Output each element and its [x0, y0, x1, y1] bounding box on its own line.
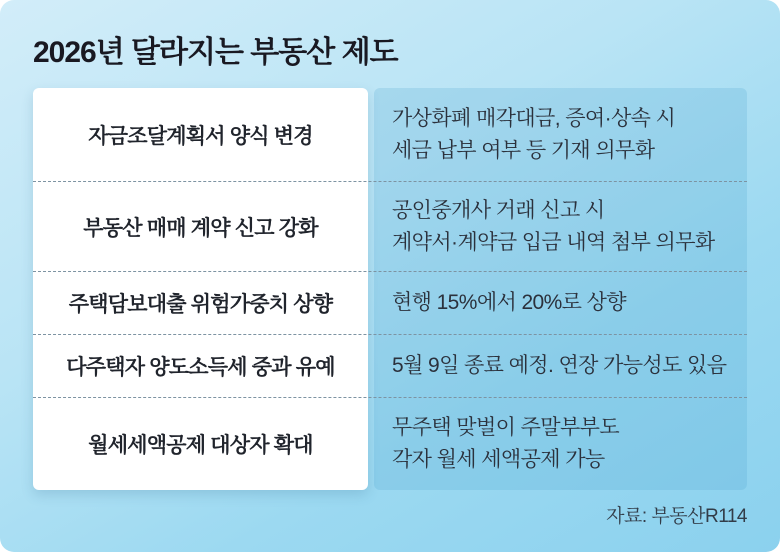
table-row [33, 272, 747, 335]
policy-detail-cell [374, 182, 747, 271]
detail-line: 무주택 맞벌이 주말부부도 [392, 415, 620, 439]
detail-line: 5월 9일 종료 예정. 연장 가능성도 있음 [392, 354, 727, 378]
policy-detail-cell [374, 398, 747, 489]
table-row [33, 182, 747, 272]
policy-name-cell: 다주택자 양도소득세 중과 유예 [66, 356, 335, 379]
detail-line: 계약서·계약금 입금 내역 첨부 의무화 [392, 230, 715, 254]
policy-detail-cell [374, 272, 747, 334]
policy-detail-cell [374, 88, 747, 181]
detail-line: 가상화폐 매각대금, 증여·상속 시 [392, 106, 676, 130]
policy-name-cell: 부동산 매매 계약 신고 강화 [83, 216, 318, 240]
source-credit: 자료: 부동산R114 [606, 506, 747, 527]
table-rows [33, 88, 747, 490]
table-row [33, 335, 747, 398]
table-row [33, 398, 747, 489]
detail-line: 현행 15%에서 20%로 상향 [392, 291, 626, 315]
policy-table [33, 88, 747, 490]
detail-line: 각자 월세 세액공제 가능 [392, 447, 605, 471]
policy-detail-cell [374, 335, 747, 397]
policy-name-cell: 월세세액공제 대상자 확대 [88, 433, 313, 457]
detail-line: 공인중개사 거래 신고 시 [392, 198, 605, 222]
detail-line: 세금 납부 여부 등 기재 의무화 [392, 138, 655, 162]
page-title: 2026년 달라지는 부동산 제도 [33, 36, 398, 69]
policy-name-cell: 자금조달계획서 양식 변경 [88, 124, 313, 148]
policy-name-cell: 주택담보대출 위험가중치 상향 [68, 293, 333, 316]
table-row [33, 88, 747, 182]
